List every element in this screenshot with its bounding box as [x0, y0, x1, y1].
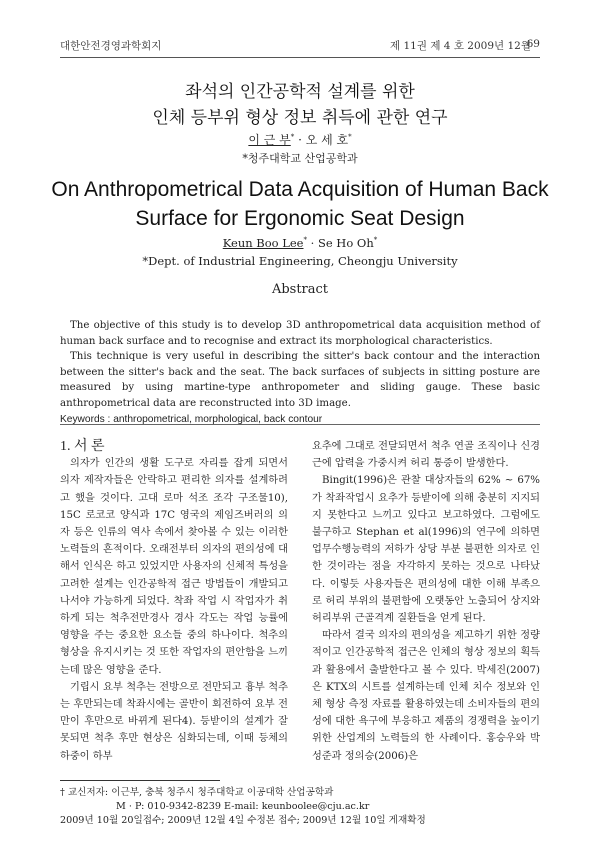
section-heading: 1. 서 론	[60, 439, 105, 454]
submission-dates: 2009년 10월 20일접수; 2009년 12월 4일 수정본 접수; 2009년 12월 10일 게재확정	[60, 815, 426, 826]
english-title-line2: Surface for Ergonomic Seat Design	[135, 207, 465, 230]
author-separator: ·	[307, 236, 318, 250]
body-paragraph: 요추에 그대로 전달되면서 척추 연골 조직이나 신경근에 압력을 가중시켜 허리 통증이 발생한다.	[312, 441, 540, 470]
footnote-rule	[60, 780, 220, 781]
english-author2: Se Ho Oh	[317, 236, 374, 250]
korean-affiliation: *청주대학교 산업공학과	[242, 152, 358, 165]
abstract-body	[60, 318, 540, 427]
section-rule	[60, 424, 540, 425]
author-mark: *	[348, 133, 352, 141]
english-title-line1: On Anthropometrical Data Acquisition of Human Back	[51, 178, 549, 201]
english-author1: Keun Boo Lee	[222, 236, 304, 250]
page-number: 69	[526, 38, 540, 50]
english-affiliation: *Dept. of Industrial Engineering, Cheongju University	[142, 254, 458, 268]
korean-authors	[0, 131, 600, 148]
body-paragraph: 기립시 요부 척추는 전방으로 전만되고 흉부 척추는 후만되는데 착좌시에는 골반이 회전하여 요부 전만이 후만으로 바뀌게 된다4). 등받이의 설계가 잘못되면 척추 후만 현상은 심화되는데, 이때 등체의 하중이 하부	[60, 681, 288, 762]
author-mark: *	[373, 236, 378, 245]
issue-info: 제 11권 제 4 호 2009년 12월	[390, 40, 532, 52]
corresponding-author: † 교신저자: 이근부, 충북 청주시 청주대학교 이공대학 산업공학과	[60, 787, 334, 798]
header-rule	[60, 57, 540, 58]
right-column	[312, 438, 540, 765]
abstract-paragraph: The objective of this study is to develop 3D anthropometrical data acquisition method of human back surface and to recognise and extract its morphological characteristics.	[60, 320, 540, 347]
author-mark: *	[290, 133, 295, 141]
keywords: Keywords : anthropometrical, morphological, back contour	[60, 413, 323, 425]
body-paragraph: 따라서 결국 의자의 편의성을 제고하기 위한 정량적이고 인간공학적 접근은 인체의 형상 정보의 획득과 활용에서 출발한다고 볼 수 있다. 박세진(2007)은 KTX의 시트를 설계하는데 인체 치수 정보와 인체 형상 측정 자료를 활용하였는데 소비자들의 편의성에 대한 욕구에 부응하고 제품의 경쟁력을 높이기 위한 산업계의 노력들의 한 사례이다. 홍승우와 박성준과 정의승(2006)은	[312, 630, 540, 762]
english-authors	[0, 236, 600, 250]
body-paragraph: Bingit(1996)은 관찰 대상자들의 62% ~ 67%가 착좌작업시 요추가 등받이에 의해 충분히 지지되지 못한다고 느끼고 있다고 보고하였다. 그럼에도 불구하고 Stephan et al(1996)의 연구에 의하면 업무수행능력의 저하가 상당 부분 불편한 의자로 인한 것이라는 점을 자각하지 못하는 것으로 나타났다. 이렇듯 사용자들은 편의성에 대한 이해 부족으로 허리 부위의 불편함에 오랫동안 노출되어 상지와 허리부위 근골격계 질환들을 얻게 된다.	[312, 475, 540, 625]
journal-name: 대한안전경영과학회지	[60, 40, 162, 52]
author-separator: ·	[294, 133, 306, 147]
korean-title-line1: 좌석의 인간공학적 설계를 위한	[185, 82, 415, 102]
korean-title-line2: 인체 등부위 형상 정보 취득에 관한 연구	[152, 108, 448, 128]
abstract-heading: Abstract	[271, 282, 329, 297]
contact-info: M · P: 010-9342-8239 E-mail: keunboolee@cju.ac.kr	[116, 801, 370, 812]
korean-author2: 오 세 호	[305, 133, 349, 147]
author-mark: *	[303, 236, 307, 245]
footnote	[60, 786, 540, 828]
left-column	[60, 438, 288, 765]
korean-author1: 이 근 부	[248, 133, 291, 147]
body-paragraph: 의자가 인간의 생활 도구로 자리를 잡게 되면서 의자 제작자들은 안락하고 편리한 의자를 설계하려고 했을 것이다. 고대 로마 석조 조각 구조물10), 15C 로코코 양식과 17C 영국의 제임즈버러의 의자 등은 인류의 역사 속에서 찾아볼 수 있는 이러한 노력들의 흔적이다. 오래전부터 의자의 편의성에 대해서 인식은 하고 있었지만 사용자의 신체적 특성을 고려한 설계는 인간공학적 접근 방법들이 개발되고 나서야 가능하게 되었다. 착좌 작업 시 작업자가 취하게 되는 척추전만경사 경사 각도는 작업 능률에 영향을 주는 중요한 요소들 중의 하나이다. 척추의 형상을 유지시키는 것 또한 작업자의 편안함을 느끼는데 많은 영향을 준다.	[60, 458, 288, 676]
abstract-paragraph: This technique is very useful in describing the sitter's back contour and the interaction between the sitter's back and the seat. The back surfaces of subjects in sitting posture are measured by using martine-type anthropometer and sliding gauge. These basic anthropometrical data are reconstructed into 3D image.	[60, 351, 540, 409]
